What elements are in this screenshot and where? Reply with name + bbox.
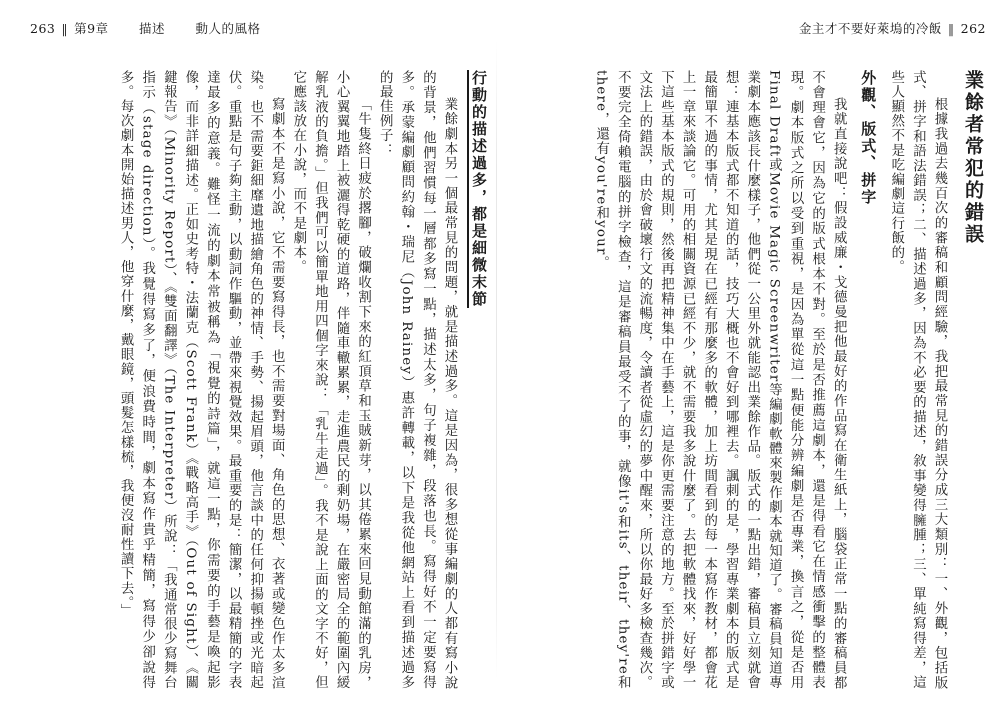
left-running-head [30, 20, 261, 38]
body-paragraph: 寫劇本不是寫小說，它不需要寫得長，也不需要對場面、角色的思想、衣著或變色作太多渲染。也不需要鉅細靡遺地描繪角色的神情、手勢、揚起眉頭，他言談中的任何抑揚頓挫或光暗起伏。重點是句子夠主動，以動詞作驅動，並帶來視覺效果。最重要的是：簡潔，以最精簡的字表達最多的意義。難怪一流的劇本常被稱為「視覺的詩篇」，就這一點，你需要的手藝是喚起影像，而非詳細描述。正如史考特・法蘭克（Scott Frank）《戰略高手》（Out of Sight）、《關鍵報告》（Minority Report）、《雙面翻譯》（The Interpreter）所說：「我通常很少寫舞台指示（stage direction）。我覺得寫多了，便浪費時間，劇本寫作貴乎精簡，寫得少卻說得多。每次劇本開始描述男人，他穿什麼，戴眼鏡，頭髮怎樣梳，我便沒耐性讀下去。」 [118, 70, 285, 690]
right-body-text [530, 70, 988, 690]
right-page [512, 0, 992, 710]
section-heading-appearance: 外觀、版式、拼字 [859, 70, 878, 206]
section-heading-description: 行動的描述過多，都是細微末節 [470, 70, 488, 308]
book-title: 金主才不要好萊塢的冷飯 [798, 21, 942, 36]
left-body-text [28, 70, 496, 690]
section-title: 動人的風格 [195, 21, 261, 36]
intro-paragraph: 根據我過去幾百次的審稿和顧問經驗，我把最常見的錯誤分成三大類別：一、外觀，包括版式、拼字和語法錯誤；二、描述過多，因為不必要的描述，敘事變得臃腫；三、單純寫得差，這些人顯然不是吃編劇這行飯的。 [888, 70, 947, 690]
chapter-title: 描述 [139, 21, 166, 36]
left-page-number: 263 [30, 21, 56, 36]
page-gutter [496, 40, 497, 680]
header-separator: ‖ [61, 21, 69, 36]
body-paragraph: 我就直接說吧：假設威廉・戈德曼把他最好的作品寫在衛生紙上，腦袋正常一點的審稿員都不會理會它，因為它的版式根本不對。至於是否推薦這劇本，還是得看它在情感衝擊的整體表現。劇本版式之所以受到重視，是因為單從這一點便能分辨編劇是否專業，換言之，從是否用Final Draft或Movie Magic Screenwriter等編劇軟體來製作劇本就知道了。審稿員知道專業劇本應該長什麼樣子，他們從一公里外就能認出業餘作品。版式的一點出錯，審稿員立刻就會想：連基本版式都不知道的話，技巧大概也不會好到哪裡去。諷刺的是，學習專業劇本的版式是最簡單不過的事情，尤其是現在已經有那麼多的軟體，加上坊間看到的每一本寫作教材，都會花上一章來談論它。可用的相關資源已經不少，就不需要我多說什麼了。去把軟體找來，好好學一下這些基本版式的規則，然後再把精神集中在手藝上，這是你更需要注意的地方。至於拼錯字或文法上的錯誤，由於會破壞行文的流暢度，令讀者從虛幻的夢中醒來，所以你最好多檢查幾次。不要完全倚賴電腦的拼字檢查，這是審稿員最受不了的事，就像it's和its、their、they're和there，還有you're和your。 [593, 70, 847, 690]
body-paragraph: 業餘劇本另一個最常見的問題，就是描述過多。這是因為，很多想從事編劇的人都有寫小說的背景，他們習慣每一層都多寫一點，描述太多，句子複雜，段落也長。寫得好不一定要寫得多。承蒙編劇顧問約翰・瑞尼（John Rainey）惠許轉載，以下是我從他網站上看到描述過多的最佳例子： [377, 70, 457, 690]
chapter-label: 第9章 [74, 21, 109, 36]
body-paragraph: 「牛隻終日疲於撂腳，破爛收割下來的紅頂草和玉賊新芽，以其倦累來回見動館滿的乳房，小心翼翼地踏上被灑得乾硬的道路，伴隨車轍累累，走進農民的剩奶場，在嚴密局全的範圍內緩解乳液的負擔。」但我們可以簡單地用四個字來說：「乳牛走過」。我不是說上面的文字不好，但它應該放在小說，而不是劇本。 [290, 70, 371, 690]
chapter-section-title: 業餘者常犯的錯誤 [962, 70, 984, 246]
left-page [20, 0, 500, 710]
right-running-head [799, 20, 986, 38]
header-separator: ‖ [947, 21, 955, 36]
right-page-number: 262 [960, 21, 986, 36]
